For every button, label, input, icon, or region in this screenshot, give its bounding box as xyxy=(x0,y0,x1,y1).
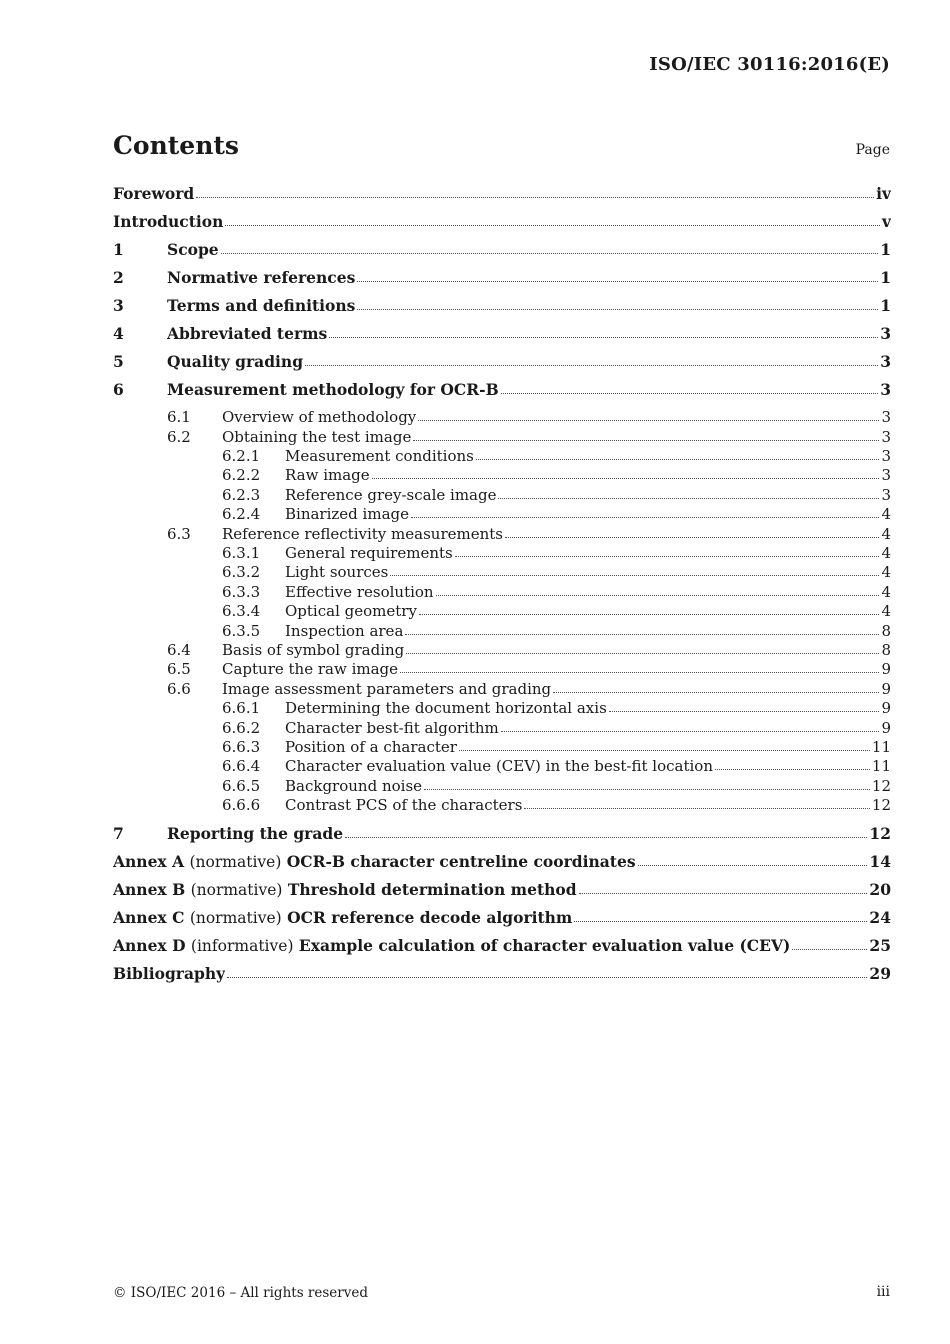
toc-entry-title: Normative references xyxy=(167,268,356,287)
toc-entry-title: Foreword xyxy=(113,184,195,203)
toc-entry-number: 6.6.1 xyxy=(222,699,261,718)
toc-entry[interactable] xyxy=(113,880,891,900)
toc-entry[interactable] xyxy=(113,268,891,288)
toc-entry-title: Light sources xyxy=(285,563,389,582)
toc-entry-page: 3 xyxy=(881,408,891,427)
toc-entry-number: 6.6 xyxy=(167,679,191,698)
toc-entry-page: 25 xyxy=(869,936,891,955)
toc-entry-title: Character best-fit algorithm xyxy=(285,718,499,737)
dot-leader xyxy=(455,555,880,557)
toc-entry-title: Terms and definitions xyxy=(167,296,356,315)
dot-leader xyxy=(345,836,867,838)
toc-entry[interactable] xyxy=(113,240,891,260)
dot-leader xyxy=(553,691,879,693)
toc-entry-page: 9 xyxy=(881,679,891,698)
toc-entry-number: 6.5 xyxy=(167,660,191,679)
dot-leader xyxy=(329,336,878,338)
toc-entry-number: 6.3.3 xyxy=(222,582,261,601)
toc-entry-title: Character evaluation value (CEV) in the best-fit location xyxy=(285,757,713,776)
toc-entry-title: General requirements xyxy=(285,544,453,563)
toc-entry[interactable] xyxy=(113,525,891,544)
toc-entry[interactable] xyxy=(113,184,891,204)
dot-leader xyxy=(459,749,870,751)
toc-entry[interactable] xyxy=(113,505,891,524)
toc-entry-page: 12 xyxy=(869,824,891,843)
table-of-contents xyxy=(113,184,891,984)
toc-entry-number: 6.6.4 xyxy=(222,757,261,776)
toc-entry[interactable] xyxy=(113,936,891,956)
toc-entry-title: Quality grading xyxy=(167,352,304,371)
toc-entry[interactable] xyxy=(113,486,891,505)
annex-type: (normative) xyxy=(189,853,282,871)
toc-entry-page: 20 xyxy=(869,880,891,899)
dot-leader xyxy=(221,252,879,254)
toc-entry-title: Obtaining the test image xyxy=(222,427,412,446)
annex-type: (normative) xyxy=(190,881,283,899)
toc-entry-title: Reporting the grade xyxy=(167,824,344,843)
document-code: ISO/IEC 30116:2016(E) xyxy=(649,54,890,75)
toc-entry-number: 6.3.1 xyxy=(222,544,261,563)
toc-entry-number: 6.2.2 xyxy=(222,466,261,485)
toc-entry-page: 3 xyxy=(880,352,891,371)
dot-leader xyxy=(424,788,870,790)
annex-title: OCR-B character centreline coordinates xyxy=(286,852,636,871)
contents-title: Contents xyxy=(113,131,240,160)
toc-entry[interactable] xyxy=(113,428,891,447)
toc-entry[interactable] xyxy=(113,324,891,344)
toc-entry-number: 6.3.5 xyxy=(222,621,261,640)
toc-entry-title: Raw image xyxy=(285,466,370,485)
toc-entry-title: Scope xyxy=(167,240,219,259)
toc-entry-page: 8 xyxy=(881,640,891,659)
toc-entry-number: 4 xyxy=(113,324,124,343)
toc-entry[interactable] xyxy=(113,680,891,699)
toc-entry-page: 3 xyxy=(881,447,891,466)
toc-entry[interactable] xyxy=(113,622,891,641)
dot-leader xyxy=(792,948,867,950)
toc-entry-number: 6.2.1 xyxy=(222,447,261,466)
toc-entry-title: Reference grey-scale image xyxy=(285,485,497,504)
toc-entry-title: Background noise xyxy=(285,776,423,795)
toc-entry-page: 3 xyxy=(881,485,891,504)
toc-entry-title: Capture the raw image xyxy=(222,660,399,679)
toc-entry-title xyxy=(113,880,577,899)
dot-leader xyxy=(196,196,874,198)
annex-label: Annex D xyxy=(113,936,186,955)
page-number: iii xyxy=(876,1284,890,1300)
toc-entry-title: Position of a character xyxy=(285,737,457,756)
toc-entry-title: Binarized image xyxy=(285,505,409,524)
toc-entry-page: 1 xyxy=(880,240,891,259)
annex-label: Annex A xyxy=(113,852,185,871)
toc-entry-number: 6.3.4 xyxy=(222,602,261,621)
dot-leader xyxy=(400,671,879,673)
toc-entry[interactable] xyxy=(113,660,891,679)
toc-entry-number: 5 xyxy=(113,352,124,371)
toc-entry-title: Measurement methodology for OCR-B xyxy=(167,380,499,399)
dot-leader xyxy=(305,364,878,366)
annex-label: Annex C xyxy=(113,908,185,927)
toc-entry[interactable] xyxy=(113,641,891,660)
toc-entry-number: 6.1 xyxy=(167,408,191,427)
toc-entry[interactable] xyxy=(113,212,891,232)
toc-entry[interactable] xyxy=(113,602,891,621)
toc-entry-page: v xyxy=(881,212,891,231)
toc-entry-page: 12 xyxy=(871,796,891,815)
toc-entry[interactable] xyxy=(113,544,891,563)
dot-leader xyxy=(524,807,870,809)
annex-type: (informative) xyxy=(190,937,294,955)
toc-entry-title: Abbreviated terms xyxy=(167,324,328,343)
toc-entry-title: Overview of methodology xyxy=(222,408,417,427)
toc-entry[interactable] xyxy=(113,738,891,757)
dot-leader xyxy=(357,308,878,310)
dot-leader xyxy=(357,280,878,282)
toc-entry-page: 1 xyxy=(880,268,891,287)
annex-title: Threshold determination method xyxy=(287,880,577,899)
toc-entry-title: Basis of symbol grading xyxy=(222,640,405,659)
toc-entry[interactable] xyxy=(113,796,891,815)
toc-entry[interactable] xyxy=(113,908,891,928)
dot-leader xyxy=(418,419,879,421)
dot-leader xyxy=(419,613,880,615)
dot-leader xyxy=(579,892,868,894)
toc-entry-page: 3 xyxy=(881,427,891,446)
toc-entry-page: 8 xyxy=(881,621,891,640)
toc-entry-page: 4 xyxy=(881,524,891,543)
toc-entry-title: Determining the document horizontal axis xyxy=(285,699,607,718)
toc-entry-number: 6.3.2 xyxy=(222,563,261,582)
toc-entry-page: 3 xyxy=(881,466,891,485)
toc-entry-number: 6.6.6 xyxy=(222,796,261,815)
dot-leader xyxy=(638,864,868,866)
toc-entry[interactable] xyxy=(113,824,891,844)
toc-entry-page: 11 xyxy=(871,737,891,756)
toc-entry[interactable] xyxy=(113,466,891,485)
toc-entry-title xyxy=(113,908,572,927)
toc-entry-title: Reference reflectivity measurements xyxy=(222,524,503,543)
dot-leader xyxy=(501,730,880,732)
toc-entry-page: 9 xyxy=(881,718,891,737)
annex-label: Annex B xyxy=(113,880,186,899)
dot-leader xyxy=(505,536,879,538)
toc-entry[interactable] xyxy=(113,777,891,796)
dot-leader xyxy=(225,224,880,226)
toc-entry-page: 14 xyxy=(869,852,891,871)
dot-leader xyxy=(372,477,880,479)
toc-entry-page: 4 xyxy=(881,582,891,601)
dot-leader xyxy=(405,633,879,635)
toc-entry-title: Effective resolution xyxy=(285,582,434,601)
toc-entry-page: 4 xyxy=(881,602,891,621)
toc-entry[interactable] xyxy=(113,352,891,372)
toc-entry-page: 24 xyxy=(869,908,891,927)
toc-entry-title: Introduction xyxy=(113,212,224,231)
toc-entry-number: 6 xyxy=(113,380,124,399)
toc-entry-title: Measurement conditions xyxy=(285,447,474,466)
toc-entry-title xyxy=(113,852,636,871)
toc-entry-title: Contrast PCS of the characters xyxy=(285,796,523,815)
toc-entry-page: 1 xyxy=(880,296,891,315)
toc-entry-page: 4 xyxy=(881,563,891,582)
toc-entry-page: 29 xyxy=(869,964,891,983)
toc-entry-number: 6.2.4 xyxy=(222,505,261,524)
toc-entry-number: 6.4 xyxy=(167,640,191,659)
toc-entry[interactable] xyxy=(113,380,891,400)
annex-type: (normative) xyxy=(189,909,282,927)
toc-entry-page: 4 xyxy=(881,544,891,563)
toc-entry-page: 12 xyxy=(871,776,891,795)
toc-entry[interactable] xyxy=(113,296,891,316)
copyright-notice: © ISO/IEC 2016 – All rights reserved xyxy=(113,1285,368,1301)
toc-entry[interactable] xyxy=(113,757,891,776)
toc-entry-title xyxy=(113,936,790,955)
toc-entry[interactable] xyxy=(113,447,891,466)
annex-title: OCR reference decode algorithm xyxy=(287,908,573,927)
toc-entry-page: 3 xyxy=(880,380,891,399)
toc-entry[interactable] xyxy=(113,408,891,427)
dot-leader xyxy=(715,768,870,770)
dot-leader xyxy=(498,497,879,499)
toc-entry-title: Image assessment parameters and grading xyxy=(222,679,552,698)
toc-entry-number: 6.6.3 xyxy=(222,737,261,756)
toc-entry-number: 2 xyxy=(113,268,124,287)
toc-entry-title: Bibliography xyxy=(113,964,226,983)
toc-entry[interactable] xyxy=(113,852,891,872)
annex-title: Example calculation of character evaluation value (CEV) xyxy=(298,936,791,955)
toc-entry-number: 6.2 xyxy=(167,427,191,446)
toc-entry-page: 9 xyxy=(881,660,891,679)
dot-leader xyxy=(574,920,867,922)
toc-entry-title: Optical geometry xyxy=(285,602,417,621)
toc-entry-title: Inspection area xyxy=(285,621,404,640)
toc-entry-number: 3 xyxy=(113,296,124,315)
page-column-label: Page xyxy=(855,142,890,158)
dot-leader xyxy=(411,516,879,518)
toc-entry[interactable] xyxy=(113,563,891,582)
toc-entry-number: 7 xyxy=(113,824,124,843)
toc-entry-page: 11 xyxy=(871,757,891,776)
dot-leader xyxy=(390,574,879,576)
toc-entry-page: 3 xyxy=(880,324,891,343)
toc-entry-number: 6.3 xyxy=(167,524,191,543)
toc-entry-number: 1 xyxy=(113,240,124,259)
dot-leader xyxy=(413,439,879,441)
dot-leader xyxy=(609,710,880,712)
toc-entry[interactable] xyxy=(113,699,891,718)
toc-entry-number: 6.6.5 xyxy=(222,776,261,795)
dot-leader xyxy=(406,652,879,654)
toc-entry[interactable] xyxy=(113,964,891,984)
dot-leader xyxy=(436,594,880,596)
dot-leader xyxy=(227,976,867,978)
toc-entry-page: 4 xyxy=(881,505,891,524)
toc-entry-number: 6.2.3 xyxy=(222,485,261,504)
dot-leader xyxy=(476,458,880,460)
toc-entry-page: 9 xyxy=(881,699,891,718)
toc-entry[interactable] xyxy=(113,719,891,738)
toc-entry[interactable] xyxy=(113,583,891,602)
dot-leader xyxy=(501,392,879,394)
toc-entry-number: 6.6.2 xyxy=(222,718,261,737)
toc-entry-page: iv xyxy=(876,184,891,203)
